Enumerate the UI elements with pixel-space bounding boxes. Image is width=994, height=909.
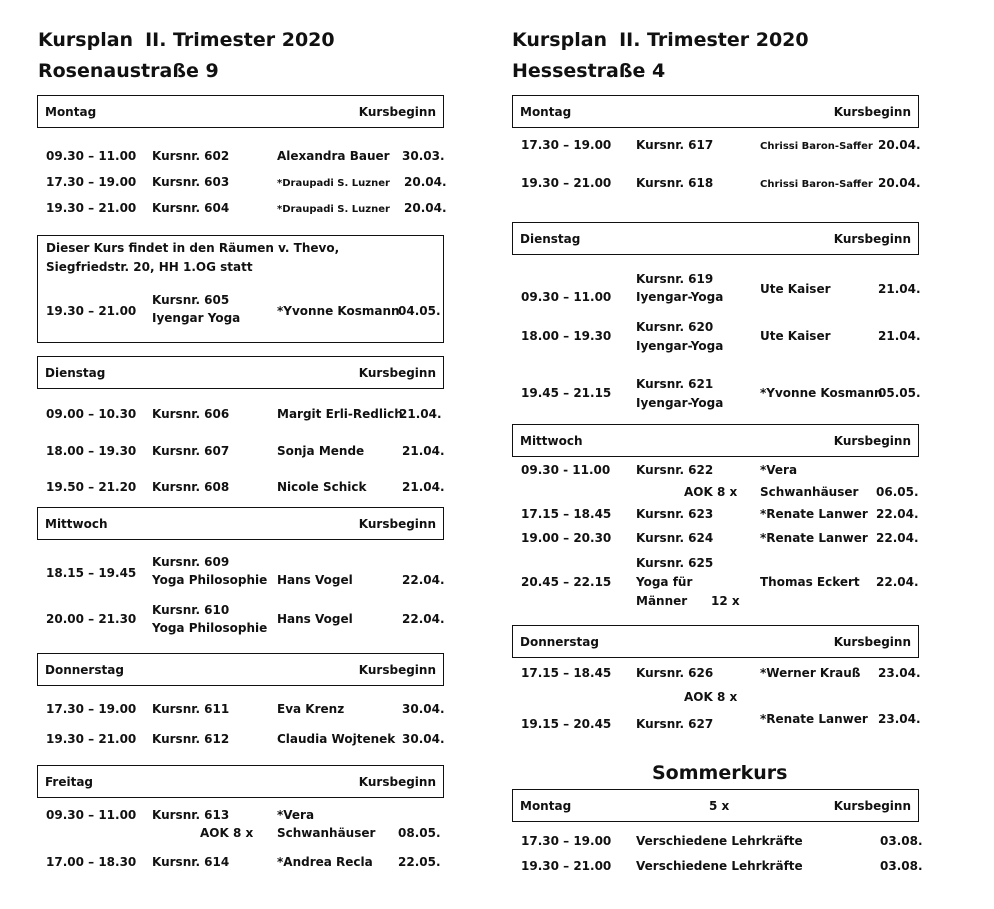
time: 17.30 – 19.00 <box>521 138 612 152</box>
course-number: Kursnr. 602 <box>152 149 230 163</box>
instructor-line-1: *Vera <box>760 463 798 477</box>
course-number: Kursnr. 625 <box>636 556 714 570</box>
instructor: Hans Vogel <box>277 573 353 587</box>
start-date: 05.05. <box>878 386 921 400</box>
left-subtitle: Rosenaustraße 9 <box>38 60 219 82</box>
time: 20.45 – 22.15 <box>521 575 612 589</box>
left-title-label: Kursplan <box>38 29 134 51</box>
time: 19.15 – 20.45 <box>521 717 612 731</box>
start-date: 22.04. <box>402 612 445 626</box>
course-number: Kursnr. 611 <box>152 702 230 716</box>
time: 19.50 – 21.20 <box>46 480 137 494</box>
instructor: Alexandra Bauer <box>277 149 390 163</box>
course-subtitle: Yoga für <box>636 575 693 589</box>
instructor: *Yvonne Kosmann <box>277 304 400 318</box>
instructor: Verschiedene Lehrkräfte <box>636 859 803 873</box>
left-dienstag-header <box>37 356 444 389</box>
course-number: Kursnr. 603 <box>152 175 230 189</box>
time: 18.00 – 19.30 <box>521 329 612 343</box>
instructor: *Renate Lanwer <box>760 712 868 726</box>
start-date: 21.04. <box>878 282 921 296</box>
left-freitag-header <box>37 765 444 798</box>
course-number: Kursnr. 607 <box>152 444 230 458</box>
time: 19.30 – 21.00 <box>521 859 612 873</box>
start-date: 21.04. <box>878 329 921 343</box>
course-number: Kursnr. 609 <box>152 555 230 569</box>
time: 09.30 – 11.00 <box>46 149 137 163</box>
course-subtitle: AOK 8 x <box>200 826 254 840</box>
left-mittwoch-header <box>37 507 444 540</box>
course-number: Kursnr. 619 <box>636 272 714 286</box>
course-number: Kursnr. 604 <box>152 201 230 215</box>
start-date: 03.08. <box>880 859 923 873</box>
right-mittwoch-header <box>512 424 919 457</box>
note-line-1: Dieser Kurs findet in den Räumen v. Thevo, <box>46 241 340 255</box>
time: 19.00 – 20.30 <box>521 531 612 545</box>
right-subtitle: Hessestraße 4 <box>512 60 666 82</box>
time: 20.00 – 21.30 <box>46 612 137 626</box>
course-number: Kursnr. 622 <box>636 463 714 477</box>
time: 17.30 – 19.00 <box>46 175 137 189</box>
start-date: 04.05. <box>398 304 441 318</box>
start-date: 20.04. <box>878 176 921 190</box>
day-label: Donnerstag <box>45 663 124 677</box>
day-label: Montag <box>45 105 97 119</box>
day-label: Mittwoch <box>45 517 108 531</box>
course-number: Kursnr. 627 <box>636 717 714 731</box>
course-number: Kursnr. 614 <box>152 855 230 869</box>
course-number: Kursnr. 606 <box>152 407 230 421</box>
course-subtitle: Iyengar-Yoga <box>636 396 724 410</box>
right-title <box>512 25 809 55</box>
start-date: 23.04. <box>878 712 921 726</box>
kursbeginn-label: Kursbeginn <box>833 434 911 448</box>
instructor: Sonja Mende <box>277 444 365 458</box>
instructor: Chrissi Baron-Saffer <box>760 179 873 190</box>
kursbeginn-label: Kursbeginn <box>358 663 436 677</box>
right-title-term: II. Trimester 2020 <box>619 29 809 51</box>
time: 19.30 – 21.00 <box>46 732 137 746</box>
course-number: Kursnr. 618 <box>636 176 714 190</box>
instructor: *Draupadi S. Luzner <box>277 204 390 215</box>
instructor: Verschiedene Lehrkräfte <box>636 834 803 848</box>
course-subtitle-2: Männer <box>636 594 688 608</box>
instructor: *Renate Lanwer <box>760 531 868 545</box>
kursbeginn-label: Kursbeginn <box>833 232 911 246</box>
start-date: 30.03. <box>402 149 445 163</box>
course-subtitle: AOK 8 x <box>684 690 738 704</box>
time: 09.30 – 11.00 <box>521 290 612 304</box>
start-date: 08.05. <box>398 826 441 840</box>
day-label: Dienstag <box>45 366 106 380</box>
instructor: Nicole Schick <box>277 480 367 494</box>
instructor: Schwanhäuser <box>760 485 859 499</box>
instructor: *Draupadi S. Luzner <box>277 178 390 189</box>
time: 17.15 – 18.45 <box>521 666 612 680</box>
instructor: Hans Vogel <box>277 612 353 626</box>
kursbeginn-label: Kursbeginn <box>833 799 911 813</box>
course-number: Kursnr. 608 <box>152 480 230 494</box>
time: 19.30 – 21.00 <box>521 176 612 190</box>
course-subtitle: Iyengar-Yoga <box>636 290 724 304</box>
start-date: 20.04. <box>404 201 447 215</box>
left-title-term: II. Trimester 2020 <box>145 29 335 51</box>
course-number: Kursnr. 610 <box>152 603 230 617</box>
start-date: 20.04. <box>878 138 921 152</box>
start-date: 06.05. <box>876 485 919 499</box>
left-montag-header <box>37 95 444 128</box>
time: 18.15 – 19.45 <box>46 566 137 580</box>
start-date: 03.08. <box>880 834 923 848</box>
course-subtitle: Yoga Philosophie <box>152 621 268 635</box>
left-donnerstag-header <box>37 653 444 686</box>
instructor: *Yvonne Kosmann <box>760 386 883 400</box>
start-date: 22.04. <box>876 507 919 521</box>
time: 09.00 – 10.30 <box>46 407 137 421</box>
instructor: *Andrea Recla <box>277 855 373 869</box>
course-number: Kursnr. 612 <box>152 732 230 746</box>
start-date: 30.04. <box>402 702 445 716</box>
course-subtitle: AOK 8 x <box>684 485 738 499</box>
day-label: Dienstag <box>520 232 581 246</box>
kursbeginn-label: Kursbeginn <box>358 366 436 380</box>
course-number: Kursnr. 613 <box>152 808 230 822</box>
course-subtitle: Iyengar Yoga <box>152 311 241 325</box>
day-label: Freitag <box>45 775 94 789</box>
time: 17.15 – 18.45 <box>521 507 612 521</box>
course-number: Kursnr. 605 <box>152 293 230 307</box>
start-date: 22.04. <box>876 531 919 545</box>
time: 09.30 – 11.00 <box>46 808 137 822</box>
instructor: Claudia Wojtenek <box>277 732 396 746</box>
kursbeginn-label: Kursbeginn <box>358 105 436 119</box>
start-date: 21.04. <box>402 444 445 458</box>
course-number: Kursnr. 620 <box>636 320 714 334</box>
time: 19.30 – 21.00 <box>46 304 137 318</box>
start-date: 22.04. <box>402 573 445 587</box>
day-label: Montag <box>520 105 572 119</box>
course-number: Kursnr. 624 <box>636 531 714 545</box>
time: 17.00 – 18.30 <box>46 855 137 869</box>
day-label: Montag <box>520 799 572 813</box>
instructor: Ute Kaiser <box>760 329 831 343</box>
time: 18.00 – 19.30 <box>46 444 137 458</box>
kursbeginn-label: Kursbeginn <box>358 517 436 531</box>
note-line-2: Siegfriedstr. 20, HH 1.OG statt <box>46 260 253 274</box>
instructor: Thomas Eckert <box>760 575 860 589</box>
course-number: Kursnr. 623 <box>636 507 714 521</box>
time: 19.30 – 21.00 <box>46 201 137 215</box>
sommerkurs-title: Sommerkurs <box>652 762 788 784</box>
instructor: Chrissi Baron-Saffer <box>760 141 873 152</box>
course-number: Kursnr. 626 <box>636 666 714 680</box>
kursbeginn-label: Kursbeginn <box>833 105 911 119</box>
kursbeginn-label: Kursbeginn <box>358 775 436 789</box>
start-date: 22.05. <box>398 855 441 869</box>
start-date: 21.04. <box>399 407 442 421</box>
left-title <box>38 25 335 55</box>
course-number: Kursnr. 617 <box>636 138 714 152</box>
time: 17.30 – 19.00 <box>46 702 137 716</box>
day-label: Donnerstag <box>520 635 599 649</box>
start-date: 22.04. <box>876 575 919 589</box>
instructor: Margit Erli-Redlich <box>277 407 403 421</box>
instructor: Schwanhäuser <box>277 826 376 840</box>
day-label: Mittwoch <box>520 434 583 448</box>
instructor: *Renate Lanwer <box>760 507 868 521</box>
instructor: Ute Kaiser <box>760 282 831 296</box>
sessions-label: 5 x <box>709 799 730 813</box>
right-title-label: Kursplan <box>512 29 608 51</box>
course-number: Kursnr. 621 <box>636 377 714 391</box>
course-sessions: 12 x <box>711 594 740 608</box>
start-date: 30.04. <box>402 732 445 746</box>
time: 09.30 - 11.00 <box>521 463 611 477</box>
instructor-line-1: *Vera <box>277 808 315 822</box>
instructor: Eva Krenz <box>277 702 345 716</box>
time: 17.30 – 19.00 <box>521 834 612 848</box>
right-montag-header <box>512 95 919 128</box>
sommer-montag-header <box>512 789 919 822</box>
start-date: 20.04. <box>404 175 447 189</box>
start-date: 21.04. <box>402 480 445 494</box>
course-subtitle: Iyengar-Yoga <box>636 339 724 353</box>
kursbeginn-label: Kursbeginn <box>833 635 911 649</box>
start-date: 23.04. <box>878 666 921 680</box>
right-dienstag-header <box>512 222 919 255</box>
course-subtitle: Yoga Philosophie <box>152 573 268 587</box>
right-donnerstag-header <box>512 625 919 658</box>
time: 19.45 – 21.15 <box>521 386 612 400</box>
instructor: *Werner Krauß <box>760 666 861 680</box>
